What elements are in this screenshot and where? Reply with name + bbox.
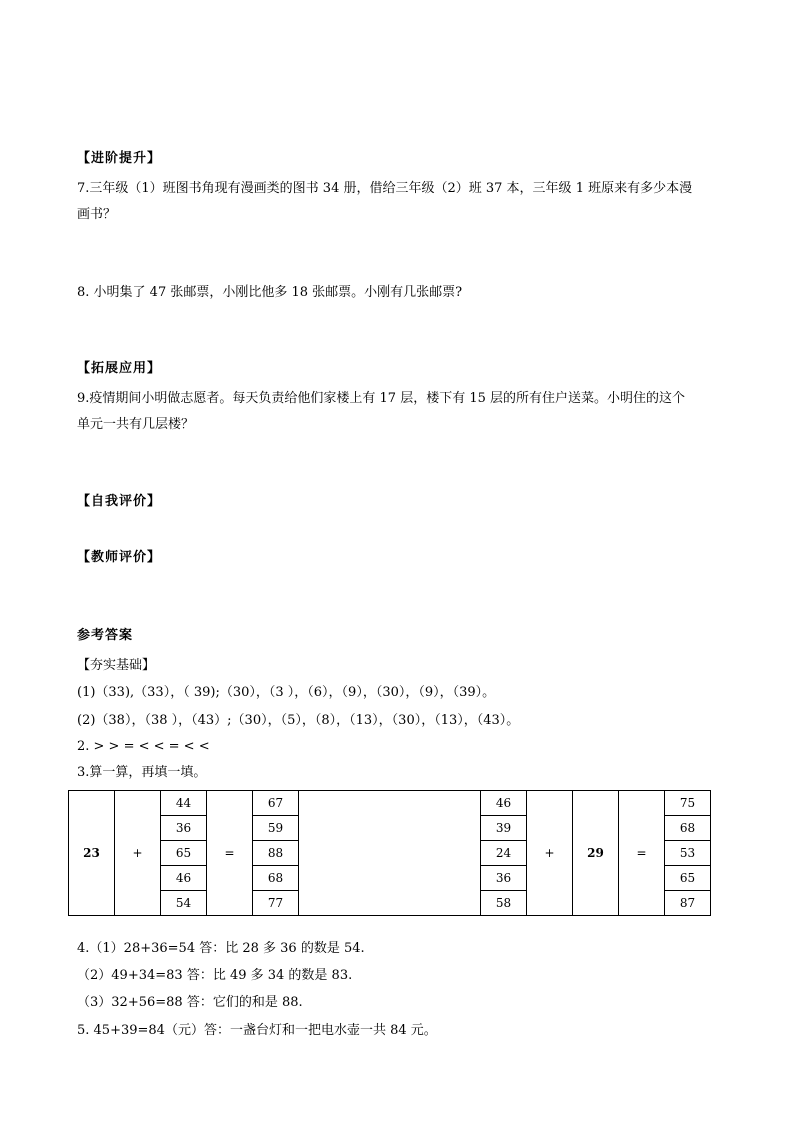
left-equals-sign: = [207,791,253,916]
answers-basics-title: 【夯实基础】 [77,658,156,673]
answer-4-part-3: （3）32+56=88 答：它们的和是 88. [77,995,303,1010]
right-output: 87 [665,891,711,916]
section-advanced-title: 【进阶提升】 [77,151,162,166]
section-extend-title: 【拓展应用】 [77,361,162,376]
answer-3-intro: 3.算一算，再填一填。 [77,765,207,780]
left-output: 67 [253,791,299,816]
left-plus-sign: + [115,791,161,916]
right-output: 53 [665,841,711,866]
left-operand: 23 [69,791,115,916]
right-operand: 29 [573,791,619,916]
right-input: 58 [481,891,527,916]
left-output: 59 [253,816,299,841]
question-7-line-1: 7.三年级（1）班图书角现有漫画类的图书 34 册，借给三年级（2）班 37 本，三年级 1 班原来有多少本漫 [77,181,693,196]
left-output: 88 [253,841,299,866]
answer-2: 2. > > = < < = < < [77,739,210,754]
right-output: 65 [665,866,711,891]
question-8: 8. 小明集了 47 张邮票，小刚比他多 18 张邮票。小刚有几张邮票? [77,285,463,300]
answer-1-part-1: (1)（33),（33），（ 39);（30），（3 ），（6），（9），（30），（9），（39）。 [77,685,496,700]
right-output: 75 [665,791,711,816]
answer-4-part-1: 4.（1）28+36=54 答：比 28 多 36 的数是 54. [77,941,365,956]
section-self-eval-title: 【自我评价】 [77,494,162,509]
left-input: 36 [161,816,207,841]
right-output: 68 [665,816,711,841]
addition-table [68,790,711,916]
answer-1-part-2: (2)（38），（38 ），（43）;（30），（5），（8），（13），（30），（13），（43）。 [77,713,520,728]
answer-4-part-2: （2）49+34=83 答：比 49 多 34 的数是 83. [77,968,353,983]
question-7-line-2: 画书？ [77,207,117,222]
left-input: 44 [161,791,207,816]
table-row [69,791,711,816]
right-input: 46 [481,791,527,816]
right-input: 36 [481,866,527,891]
left-output: 77 [253,891,299,916]
right-input: 24 [481,841,527,866]
left-input: 54 [161,891,207,916]
right-input: 39 [481,816,527,841]
section-teacher-eval-title: 【教师评价】 [77,550,162,565]
answers-title: 参考答案 [77,628,134,643]
table-spacer [299,791,481,916]
left-input: 65 [161,841,207,866]
question-9-line-2: 单元一共有几层楼？ [77,417,195,432]
answer-5: 5. 45+39=84（元）答：一盏台灯和一把电水壶一共 84 元。 [77,1023,437,1038]
right-equals-sign: = [619,791,665,916]
right-plus-sign: + [527,791,573,916]
question-9-line-1: 9.疫情期间小明做志愿者。每天负责给他们家楼上有 17 层，楼下有 15 层的所有住户送菜。小明住的这个 [77,391,686,406]
left-output: 68 [253,866,299,891]
left-input: 46 [161,866,207,891]
